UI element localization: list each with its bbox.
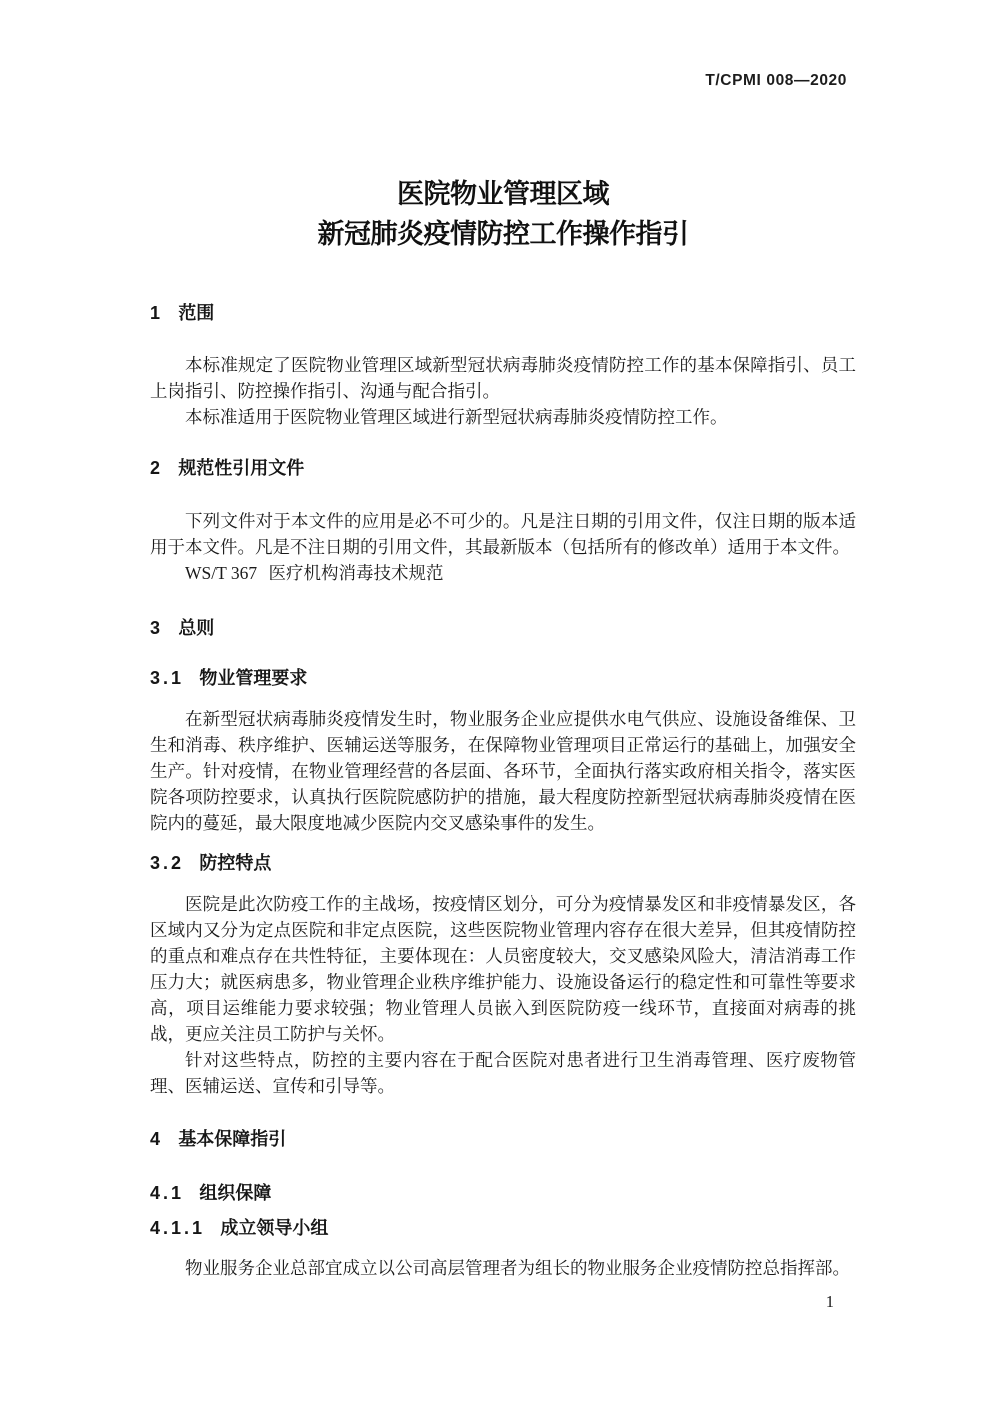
subsection-heading-property-management-requirements [150, 666, 856, 690]
section-label: 防控特点 [199, 853, 272, 873]
document-title [150, 174, 856, 254]
section-number: 3.2 [150, 853, 185, 873]
section-label: 组织保障 [199, 1183, 272, 1203]
subsection-heading-prevention-control-features [150, 851, 856, 875]
section-heading-general-rules [150, 616, 856, 640]
subsection-heading-establish-leading-group [150, 1216, 856, 1240]
section-heading-normative-references [150, 456, 856, 480]
reference-code: WS/T 367 [185, 563, 258, 583]
section-label: 基本保障指引 [178, 1129, 287, 1149]
paragraph-property-management-requirements: 在新型冠状病毒肺炎疫情发生时，物业服务企业应提供水电气供应、设施设备维保、卫生和消毒、秩序维护、医辅运送等服务，在保障物业管理项目正常运行的基础上，加强安全生产。针对疫情，在物业管理经营的各层面、各环节，全面执行落实政府相关指令，落实医院各项防控要求，认真执行医院院感防护的措施，最大程度防控新型冠状病毒肺炎疫情在医院内的蔓延，最大限度地减少医院内交叉感染事件的发生。 [150, 709, 856, 833]
standard-reference-number: T/CPMI 008—2020 [705, 72, 847, 89]
paragraph-prevention-control-features-1: 医院是此次防疫工作的主战场，按疫情区划分，可分为疫情暴发区和非疫情暴发区，各区域内又分为定点医院和非定点医院，这些医院物业管理内容存在很大差异，但其疫情防控的重点和难点存在共性特征，主要体现在：人员密度较大，交叉感染风险大，清洁消毒工作压力大；就医病患多，物业管理企业秩序维护能力、设施设备运行的稳定性和可靠性等要求高，项目运维能力要求较强；物业管理人员嵌入到医院防疫一线环节，直接面对病毒的挑战，更应关注员工防护与关怀。 [150, 894, 856, 1044]
page-number: 1 [825, 1292, 834, 1311]
section-number: 2 [150, 458, 164, 478]
section-heading-scope [150, 301, 856, 325]
section-label: 总则 [178, 618, 215, 638]
section-label: 规范性引用文件 [178, 458, 305, 478]
document-title-line1: 医院物业管理区域 [397, 179, 609, 209]
document-title-line2: 新冠肺炎疫情防控工作操作指引 [317, 219, 689, 249]
section-number: 1 [150, 303, 164, 323]
section-number: 4.1 [150, 1183, 185, 1203]
section-label: 成立领导小组 [220, 1218, 329, 1238]
section-number: 4.1.1 [150, 1218, 206, 1238]
page-content [150, 0, 856, 1281]
normative-reference-item [150, 560, 856, 586]
paragraph-normative-references: 下列文件对于本文件的应用是必不可少的。凡是注日期的引用文件，仅注日期的版本适用于本文件。凡是不注日期的引用文件，其最新版本（包括所有的修改单）适用于本文件。 [150, 511, 856, 557]
paragraph-scope-2: 本标准适用于医院物业管理区域进行新型冠状病毒肺炎疫情防控工作。 [185, 407, 728, 427]
paragraph-scope-1: 本标准规定了医院物业管理区域新型冠状病毒肺炎疫情防控工作的基本保障指引、员工上岗指引、防控操作指引、沟通与配合指引。 [150, 355, 856, 401]
paragraph-establish-leading-group: 物业服务企业总部宜成立以公司高层管理者为组长的物业服务企业疫情防控总指挥部。 [185, 1258, 850, 1278]
section-number: 3 [150, 618, 164, 638]
section-heading-basic-support-guidelines [150, 1127, 856, 1151]
section-label: 范围 [178, 303, 215, 323]
paragraph-prevention-control-features-2: 针对这些特点，防控的主要内容在于配合医院对患者进行卫生消毒管理、医疗废物管理、医辅运送、宣传和引导等。 [150, 1050, 856, 1096]
section-label: 物业管理要求 [199, 668, 308, 688]
reference-title: 医疗机构消毒技术规范 [268, 563, 444, 583]
subsection-heading-organizational-support [150, 1181, 856, 1205]
section-number: 3.1 [150, 668, 185, 688]
section-number: 4 [150, 1129, 164, 1149]
